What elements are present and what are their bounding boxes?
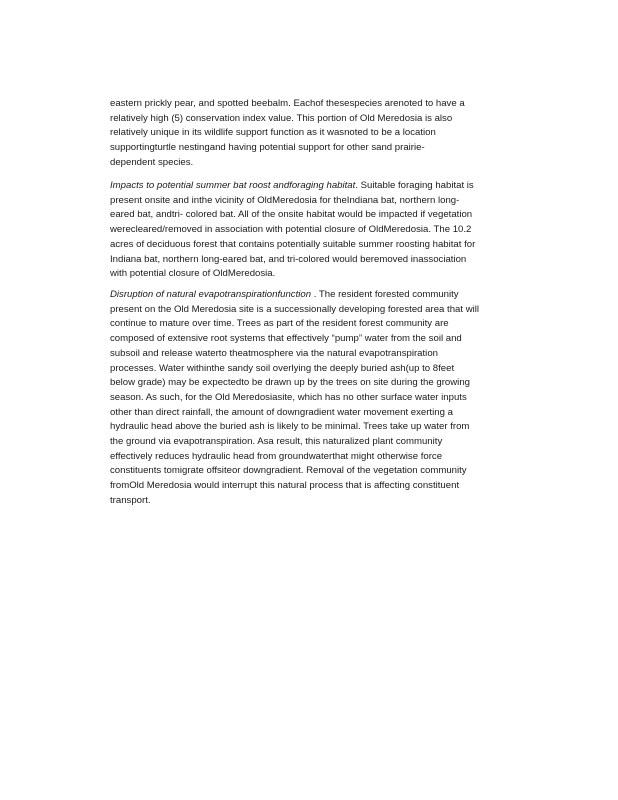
text-line: fromOld Meredosia would interrupt this natural process that is affecting constituent: [110, 480, 460, 492]
text-line: eared bat, andtri- colored bat. All of the onsite habitat would be impacted if vegetation: [110, 209, 473, 221]
text-line: below grade) may be expectedto be drawn up by the trees on site during the growing: [110, 377, 470, 389]
text-line: present on the Old Meredosia site is a successionally developing forested area that will: [110, 303, 480, 315]
item-title-continuation: . Suitable foraging habitat is: [355, 180, 474, 191]
text-line: dependent species.: [110, 156, 194, 168]
text-line: constituents tomigrate offsiteor downgradient. Removal of the vegetation community: [110, 465, 467, 477]
paragraph-species: [110, 97, 542, 171]
text-line: Indiana bat, northern long-eared bat, and tri-colored would beremoved inassociation: [110, 253, 467, 265]
text-line: subsoil and release waterto theatmosphere via the natural evapotranspiration: [110, 347, 438, 359]
text-line: relatively unique in its wildlife support function as it wasnoted to be a location: [110, 127, 436, 139]
text-line: effectively reduces hydraulic head from groundwaterthat might otherwise force: [110, 450, 443, 462]
text-line: season. As such, for the Old Meredosiasite, which has no other surface water inputs: [110, 391, 467, 403]
item-title: Disruption of natural evapotranspirationfunction: [110, 289, 312, 300]
text-line: the ground via evapotranspiration. Asa result, this naturalized plant community: [110, 436, 443, 448]
text-line: processes. Water withinthe sandy soil overlying the deeply buried ash(up to 8feet: [110, 362, 455, 374]
text-line: relatively high (5) conservation index value. This portion of Old Meredosia is also: [110, 112, 453, 124]
text-line: [110, 179, 542, 194]
text-line: eastern prickly pear, and spotted beebalm. Eachof thesespecies arenoted to have a: [110, 98, 465, 109]
text-line: supportingturtle nestingand having potential support for other sand prairie-: [110, 142, 425, 154]
text-line: composed of extensive root systems that effectively “pump” water from the soil and: [110, 333, 462, 345]
text-line: other than direct rainfall, the amount of downgradient water movement exerting a: [110, 406, 453, 418]
text-line: hydraulic head above the buried ash is likely to be minimal. Trees take up water from: [110, 421, 470, 433]
bullet-item-evapotranspiration: [110, 288, 542, 509]
text-line: [110, 288, 542, 303]
text-line: transport.: [110, 494, 151, 506]
text-line: present onsite and inthe vicinity of OldMeredosia for theIndiana bat, northern long-: [110, 194, 460, 206]
text-line: werecleared/removed in association with potential closure of OldMeredosia. The 10.2: [110, 224, 472, 236]
text-line: with potential closure of OldMeredosia.: [110, 268, 276, 280]
text-line: acres of deciduous forest that contains potentially suitable summer roosting habitat for: [110, 238, 476, 250]
bullet-item-bat-habitat: [110, 179, 542, 282]
item-title-continuation: . The resident forested community: [311, 289, 459, 300]
text-line: continue to mature over time. Trees as part of the resident forest community are: [110, 318, 449, 330]
item-title: Impacts to potential summer bat roost andforaging habitat: [110, 180, 356, 191]
